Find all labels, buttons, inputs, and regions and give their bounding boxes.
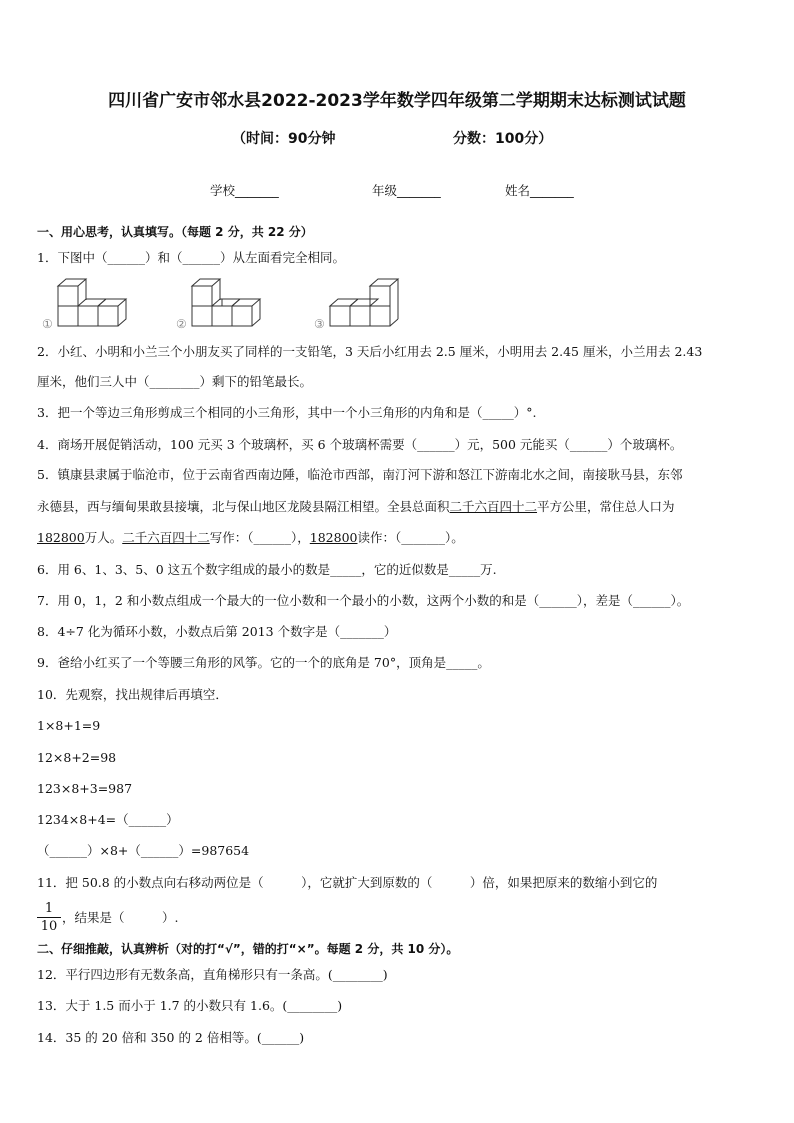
exam-time: （时间：90分钟 xyxy=(232,131,336,147)
question-2-line-1: 2．小红、小明和小兰三个小朋友买了同样的一支铅笔，3 天后小红用去 2.5 厘米，小明用去 2.45 厘米，小兰用去 2.43 xyxy=(37,344,703,359)
q5-text-a: 永德县，西与缅甸果敢县接壤，北与保山地区龙陵县隔江相望。全县总面积 xyxy=(37,499,450,514)
question-10: 10．先观察，找出规律后再填空． xyxy=(37,687,228,702)
question-14: 14．35 的 20 倍和 350 的 2 倍相等。(______) xyxy=(37,1030,305,1045)
question-2-line-2: 厘米，他们三人中（________）剩下的铅笔最长。 xyxy=(37,374,313,389)
q5-text-e: 读作：（_______）。 xyxy=(357,530,464,545)
cube-figure-3 xyxy=(310,276,406,336)
question-3: 3．把一个等边三角形剪成三个相同的小三角形，其中一个小三角形的内角和是（_____）°. xyxy=(37,405,537,420)
fraction-denominator: 10 xyxy=(40,919,58,934)
equation-4: 1234×8+4=（______） xyxy=(37,812,179,827)
figure-label-2: ② xyxy=(176,317,187,331)
equation-5: （______）×8+（______）=987654 xyxy=(37,843,250,858)
figure-label-1: ① xyxy=(42,317,53,331)
equation-3: 123×8+3=987 xyxy=(37,781,133,796)
exam-score: 分数：100分） xyxy=(453,131,553,147)
question-5-line-1: 5．镇康县隶属于临沧市，位于云南省西南边陲，临沧市西部，南汀河下游和怒江下游南北水之间，南接耿马县，东邻 xyxy=(37,467,683,482)
question-9: 9．爸给小红买了一个等腰三角形的风筝。它的一个的底角是 70°，顶角是_____。 xyxy=(37,655,490,670)
question-7: 7．用 0，1，2 和小数点组成一个最大的一位小数和一个最小的小数，这两个小数的和是（______），差是（______）。 xyxy=(37,593,690,608)
question-5-line-2 xyxy=(37,498,767,516)
section-2-heading: 二、仔细推敲，认真辨析（对的打“√”，错的打“×”。每题 2 分，共 10 分）。 xyxy=(37,942,459,956)
question-4: 4．商场开展促销活动，100 元买 3 个玻璃杯，买 6 个玻璃杯需要（______）元，500 元能买（______）个玻璃杯。 xyxy=(37,437,683,452)
cube-figure-1 xyxy=(38,276,134,336)
q5-population-underlined: 182800 xyxy=(37,530,85,545)
fraction-numerator: 1 xyxy=(37,900,61,918)
equation-1: 1×8+1=9 xyxy=(37,718,101,733)
question-13: 13．大于 1.5 而小于 1.7 的小数只有 1.6。(________) xyxy=(37,998,343,1013)
q5-text-c: 万人。 xyxy=(84,530,123,545)
q5-area-underlined: 二千六百四十二 xyxy=(449,499,538,514)
question-6: 6．用 6、1、3、5、0 这五个数字组成的最小的数是_____，它的近似数是_____万. xyxy=(37,562,497,577)
q5-text-b: 平方公里，常住总人口为 xyxy=(537,499,675,514)
q5-area-underlined-2: 二千六百四十二 xyxy=(122,530,210,545)
section-1-heading: 一、用心思考，认真填写。（每题 2 分，共 22 分） xyxy=(37,225,313,239)
grade-field: 年级_______ xyxy=(372,183,441,198)
question-11-line-2: ，结果是（ ）. xyxy=(62,910,179,925)
question-11-line-1: 11．把 50.8 的小数点向右移动两位是（ ），它就扩大到原数的（ ）倍，如果把原来的数缩小到它的 xyxy=(37,875,658,890)
q5-text-d: 写作：（______）， xyxy=(209,530,310,545)
q5-population-underlined-2: 182800 xyxy=(309,530,358,545)
figure-label-3: ③ xyxy=(314,317,325,331)
name-field: 姓名_______ xyxy=(505,183,574,198)
cube-figure-2 xyxy=(172,276,268,336)
fraction-one-tenth xyxy=(37,900,61,935)
question-5-line-3 xyxy=(37,529,767,547)
question-8: 8．4÷7 化为循环小数，小数点后第 2013 个数字是（_______） xyxy=(37,624,397,639)
question-12: 12．平行四边形有无数条高，直角梯形只有一条高。(________) xyxy=(37,967,388,982)
equation-2: 12×8+2=98 xyxy=(37,750,117,765)
question-1: 1．下图中（______）和（______）从左面看完全相同。 xyxy=(37,250,345,265)
page-title: 四川省广安市邻水县2022-2023学年数学四年级第二学期期末达标测试试题 xyxy=(108,91,686,111)
school-field: 学校_______ xyxy=(210,183,279,198)
